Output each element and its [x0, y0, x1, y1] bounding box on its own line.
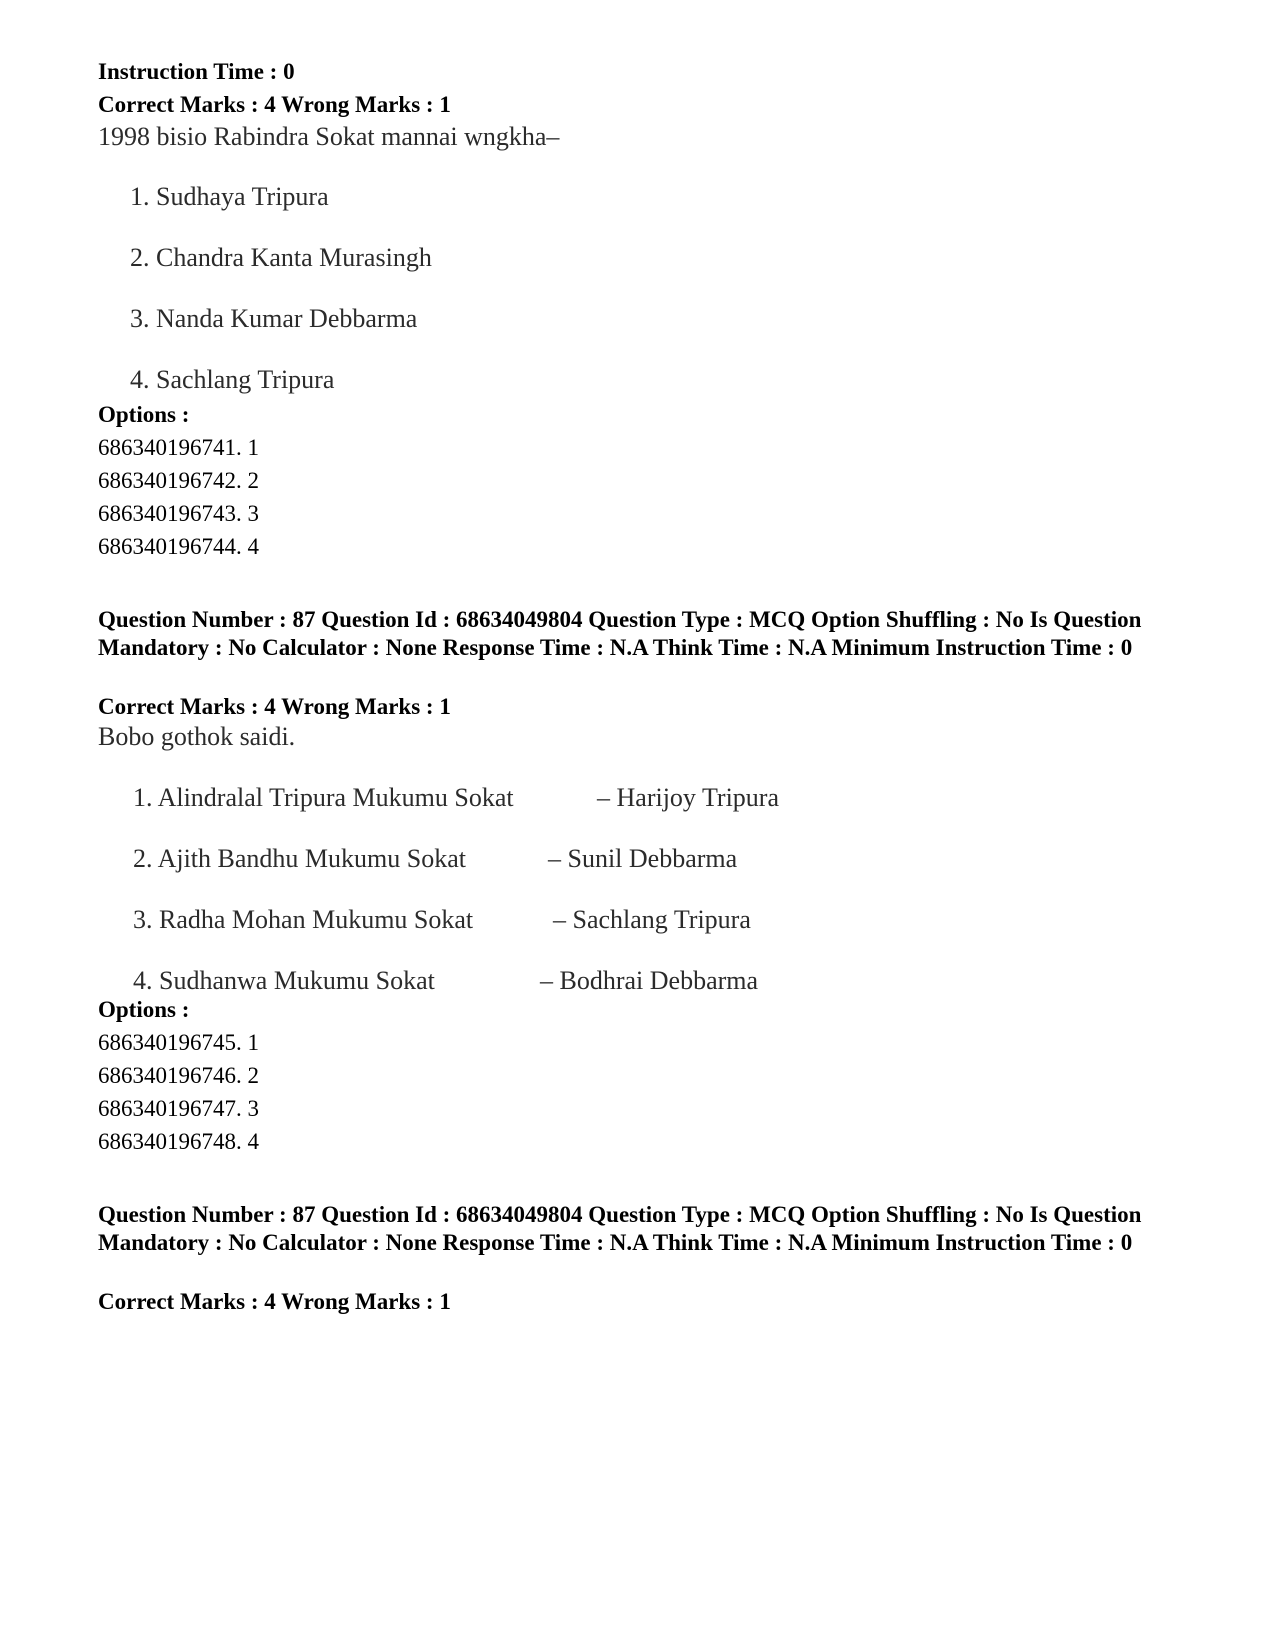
match-item-left: 2. Ajith Bandhu Mukumu Sokat	[133, 844, 466, 873]
question-header: Question Number : 87 Question Id : 68634049804 Question Type : MCQ Option Shuffling : No Is Question Mandatory : No Calculator : None Response Time : N.A Think Time : N.A Minimum Instruction Time : 0	[98, 1202, 1142, 1255]
option-row: 686340196744. 4	[98, 534, 259, 559]
match-item-right: – Sunil Debbarma	[548, 844, 738, 873]
match-item-left: 1. Alindralal Tripura Mukumu Sokat	[133, 783, 514, 812]
options-label: Options :	[98, 402, 190, 427]
question-item: 2. Chandra Kanta Murasingh	[130, 243, 432, 272]
marks-line: Correct Marks : 4 Wrong Marks : 1	[98, 694, 451, 719]
question-stem: 1998 bisio Rabindra Sokat mannai wngkha–	[98, 122, 560, 151]
option-row: 686340196748. 4	[98, 1129, 259, 1154]
match-item-right: – Bodhrai Debbarma	[540, 966, 759, 995]
question-item: 4. Sachlang Tripura	[130, 365, 335, 394]
instruction-time: Instruction Time : 0	[98, 59, 295, 84]
marks-line: Correct Marks : 4 Wrong Marks : 1	[98, 1289, 451, 1314]
option-row: 686340196743. 3	[98, 501, 259, 526]
match-item-right: – Sachlang Tripura	[553, 905, 751, 934]
option-row: 686340196747. 3	[98, 1096, 259, 1121]
option-row: 686340196745. 1	[98, 1030, 259, 1055]
match-item-right: – Harijoy Tripura	[597, 783, 779, 812]
marks-line: Correct Marks : 4 Wrong Marks : 1	[98, 92, 451, 117]
match-item-left: 3. Radha Mohan Mukumu Sokat	[133, 905, 474, 934]
option-row: 686340196742. 2	[98, 468, 259, 493]
match-item-left: 4. Sudhanwa Mukumu Sokat	[133, 966, 435, 995]
option-row: 686340196741. 1	[98, 435, 259, 460]
question-item: 1. Sudhaya Tripura	[130, 182, 329, 211]
option-row: 686340196746. 2	[98, 1063, 259, 1088]
question-stem: Bobo gothok saidi.	[98, 722, 296, 751]
question-header: Question Number : 87 Question Id : 68634049804 Question Type : MCQ Option Shuffling : No Is Question Mandatory : No Calculator : None Response Time : N.A Think Time : N.A Minimum Instruction Time : 0	[98, 607, 1142, 660]
options-label: Options :	[98, 997, 190, 1022]
question-item: 3. Nanda Kumar Debbarma	[130, 304, 418, 333]
